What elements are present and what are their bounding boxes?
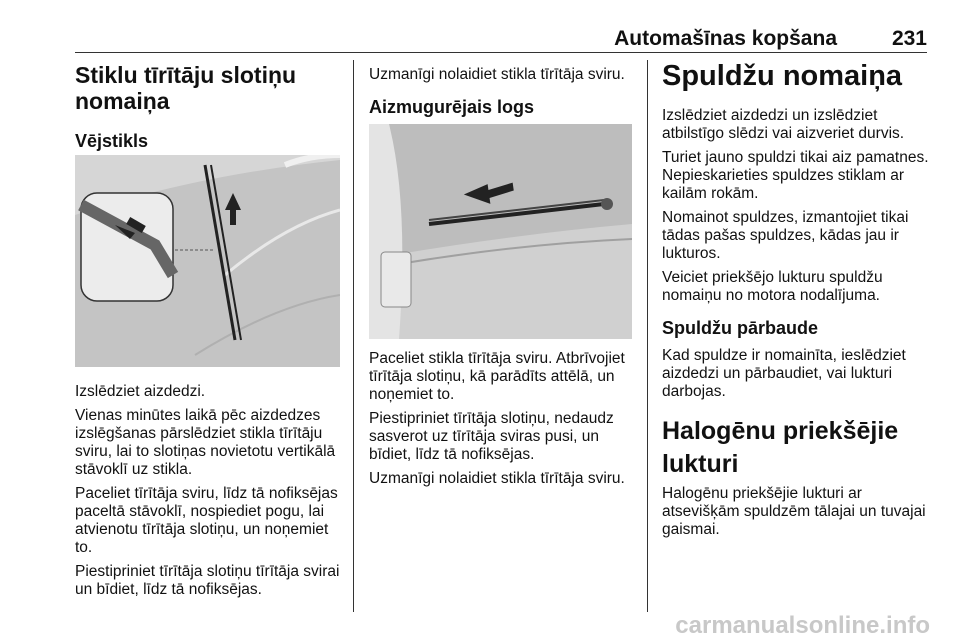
paragraph: Veiciet priekšējo lukturu spuldžu nomaiņu no motora nodalījuma. [662,269,883,304]
column-1 [75,60,343,152]
section-title: Automašīnas kopšana [614,27,837,50]
section-heading-wiper-blades: Stiklu tīrītāju slotiņu nomaiņa [75,62,297,114]
column-3 [662,60,932,539]
watermark: carmanualsonline.info [675,612,930,639]
paragraph: Vienas minūtes laikā pēc aizdedzes izslēgšanas pārslēdziet stikla tīrītāju sviru, lai to slotiņas novietotu vertikālā stāvoklī uz stikla. [75,407,336,478]
figure-windscreen-wiper [75,155,340,367]
paragraph: Uzmanīgi nolaidiet stikla tīrītāja sviru. [369,66,625,83]
figure-rear-wiper [369,124,632,339]
section-heading-bulb-replacement: Spuldžu nomaiņa [662,60,903,92]
paragraph: Piestipriniet tīrītāja slotiņu, nedaudz sasverot uz tīrītāja sviras pusi, un bīdiet, līdz tā nofiksējas. [369,410,614,463]
paragraph: Halogēnu priekšējie lukturi ar atsevišķām spuldzēm tālajai un tuvajai gaismai. [662,485,926,538]
rear-wiper-illustration [369,124,632,339]
section-heading-halogen-headlights: Halogēnu priekšējie lukturi [662,417,899,478]
paragraph: Izslēdziet aizdedzi. [75,383,206,400]
paragraph: Nomainot spuldzes, izmantojiet tikai tādas pašas spuldzes, kādas jau ir lukturos. [662,209,909,262]
windscreen-wiper-illustration [75,155,340,367]
column-2-body [369,350,637,488]
paragraph: Paceliet stikla tīrītāja sviru. Atbrīvojiet tīrītāja slotiņu, kā parādīts attēlā, un noņemiet to. [369,350,625,403]
column-1-body [75,383,343,599]
subheading-windscreen: Vējstikls [75,131,149,151]
paragraph: Turiet jauno spuldzi tikai aiz pamatnes. Nepieskarieties spuldzes stiklam ar kailām rokām. [662,149,929,202]
subheading-rear-window: Aizmugurējais logs [369,97,535,117]
paragraph: Kad spuldze ir nomainīta, ieslēdziet aizdedzi un pārbaudiet, vai lukturi darbojas. [662,347,906,400]
subheading-bulb-check: Spuldžu pārbaude [662,318,819,338]
page-header [75,27,927,51]
column-2 [369,60,637,118]
paragraph: Uzmanīgi nolaidiet stikla tīrītāja sviru. [369,470,625,487]
paragraph: Paceliet tīrītāja sviru, līdz tā nofiksējas paceltā stāvoklī, nospiediet pogu, lai atvienotu tīrītāja slotiņu, un noņemiet to. [75,485,338,556]
page-number: 231 [891,27,927,50]
header-rule [75,52,927,53]
paragraph: Izslēdziet aizdedzi un izslēdziet atbilstīgo slēdzi vai aizveriet durvis. [662,107,905,142]
column-divider-1 [353,60,354,612]
paragraph: Piestipriniet tīrītāja slotiņu tīrītāja svirai un bīdiet, līdz tā nofiksējas. [75,563,340,598]
column-divider-2 [647,60,648,612]
